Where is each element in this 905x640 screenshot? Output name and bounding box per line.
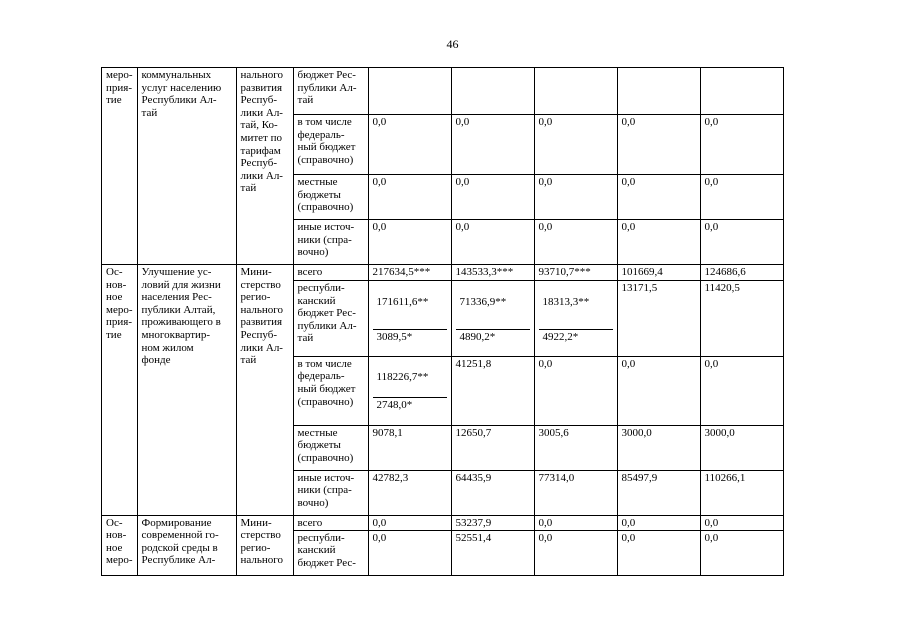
value-cell: 0,0 bbox=[700, 220, 783, 265]
source-cell: всего bbox=[293, 515, 368, 530]
value-cell: 0,0 bbox=[700, 530, 783, 575]
source-cell: бюджет Рес- публики Ал- тай bbox=[293, 68, 368, 115]
value-cell-top: 71336,9** bbox=[459, 295, 507, 308]
value-cell: 217634,5*** bbox=[368, 265, 451, 281]
value-cell: 64435,9 bbox=[451, 470, 534, 515]
value-cell: 77314,0 bbox=[534, 470, 617, 515]
value-cell-bottom: 4890,2* bbox=[456, 329, 530, 344]
value-cell: 11420,5 bbox=[700, 281, 783, 357]
responsible-cell: Мини- стерство регио- нального bbox=[236, 515, 293, 575]
value-cell-top: 118226,7** bbox=[376, 371, 429, 384]
value-cell-top: 18313,3** bbox=[542, 295, 590, 308]
value-cell: 0,0 bbox=[700, 515, 783, 530]
value-cell-bottom: 3089,5* bbox=[373, 329, 447, 344]
responsible-cell: нального развития Респуб- лики Ал- тай, Ко- митет по тарифам Респуб- лики Ал- тай bbox=[236, 68, 293, 265]
value-cell: 0,0 bbox=[617, 515, 700, 530]
value-cell: 0,0 bbox=[534, 175, 617, 220]
event-type-cell: Ос- нов- ное меро- bbox=[102, 515, 138, 575]
value-cell: 3005,6 bbox=[534, 425, 617, 470]
value-cell bbox=[534, 68, 617, 115]
value-cell: 3000,0 bbox=[617, 425, 700, 470]
value-cell: 0,0 bbox=[617, 356, 700, 425]
value-cell bbox=[451, 68, 534, 115]
event-type-cell: меро- прия- тие bbox=[102, 68, 138, 265]
value-cell: 0,0 bbox=[451, 115, 534, 175]
value-cell: 0,0 bbox=[534, 220, 617, 265]
value-cell: 0,0 bbox=[368, 175, 451, 220]
event-name-cell: Улучшение ус- ловий для жизни населения Рес- публики Алтай, проживающего в многоквартир- ном жилом фонде bbox=[137, 265, 236, 516]
value-cell: 0,0 bbox=[700, 356, 783, 425]
value-cell: 53237,9 bbox=[451, 515, 534, 530]
split-value-cell bbox=[368, 356, 451, 425]
value-cell: 0,0 bbox=[368, 220, 451, 265]
value-cell: 42782,3 bbox=[368, 470, 451, 515]
responsible-cell: Мини- стерство регио- нального развития Респуб- лики Ал- тай bbox=[236, 265, 293, 516]
source-cell: местные бюджеты (справочно) bbox=[293, 175, 368, 220]
source-cell: иные источ- ники (спра- вочно) bbox=[293, 470, 368, 515]
value-cell: 0,0 bbox=[368, 530, 451, 575]
value-cell: 13171,5 bbox=[617, 281, 700, 357]
value-cell: 41251,8 bbox=[451, 356, 534, 425]
page-number: 46 bbox=[446, 37, 459, 51]
source-cell: иные источ- ники (спра- вочно) bbox=[293, 220, 368, 265]
value-cell: 0,0 bbox=[534, 356, 617, 425]
value-cell: 9078,1 bbox=[368, 425, 451, 470]
source-cell: местные бюджеты (справочно) bbox=[293, 425, 368, 470]
value-cell: 12650,7 bbox=[451, 425, 534, 470]
value-cell bbox=[700, 68, 783, 115]
value-cell: 0,0 bbox=[451, 220, 534, 265]
value-cell: 0,0 bbox=[617, 220, 700, 265]
source-cell: в том числе федераль- ный бюджет (справочно) bbox=[293, 356, 368, 425]
table-row bbox=[102, 68, 784, 115]
value-cell: 0,0 bbox=[617, 115, 700, 175]
value-cell: 0,0 bbox=[368, 515, 451, 530]
value-cell-bottom: 2748,0* bbox=[373, 397, 447, 412]
value-cell: 0,0 bbox=[534, 515, 617, 530]
source-cell: республи- канский бюджет Рес- публики Ал- тай bbox=[293, 281, 368, 357]
value-cell: 0,0 bbox=[617, 175, 700, 220]
value-cell: 0,0 bbox=[617, 530, 700, 575]
event-name-cell: коммунальных услуг населению Республики Ал- тай bbox=[137, 68, 236, 265]
value-cell: 85497,9 bbox=[617, 470, 700, 515]
table-row bbox=[102, 265, 784, 281]
table-row bbox=[102, 515, 784, 530]
value-cell: 110266,1 bbox=[700, 470, 783, 515]
value-cell-top: 171611,6** bbox=[376, 295, 429, 308]
source-cell: республи- канский бюджет Рес- bbox=[293, 530, 368, 575]
event-name-cell: Формирование современной го- родской среды в Республике Ал- bbox=[137, 515, 236, 575]
value-cell: 0,0 bbox=[534, 115, 617, 175]
split-value-cell bbox=[534, 281, 617, 357]
value-cell bbox=[617, 68, 700, 115]
financing-table bbox=[101, 67, 784, 576]
source-cell: всего bbox=[293, 265, 368, 281]
split-value-cell bbox=[368, 281, 451, 357]
value-cell: 0,0 bbox=[700, 115, 783, 175]
value-cell: 93710,7*** bbox=[534, 265, 617, 281]
event-type-cell: Ос- нов- ное меро- прия- тие bbox=[102, 265, 138, 516]
value-cell: 0,0 bbox=[534, 530, 617, 575]
value-cell: 52551,4 bbox=[451, 530, 534, 575]
value-cell: 124686,6 bbox=[700, 265, 783, 281]
value-cell: 3000,0 bbox=[700, 425, 783, 470]
value-cell: 0,0 bbox=[451, 175, 534, 220]
value-cell bbox=[368, 68, 451, 115]
source-cell: в том числе федераль- ный бюджет (справочно) bbox=[293, 115, 368, 175]
value-cell: 0,0 bbox=[368, 115, 451, 175]
value-cell: 143533,3*** bbox=[451, 265, 534, 281]
value-cell-bottom: 4922,2* bbox=[539, 329, 613, 344]
split-value-cell bbox=[451, 281, 534, 357]
value-cell: 101669,4 bbox=[617, 265, 700, 281]
value-cell: 0,0 bbox=[700, 175, 783, 220]
